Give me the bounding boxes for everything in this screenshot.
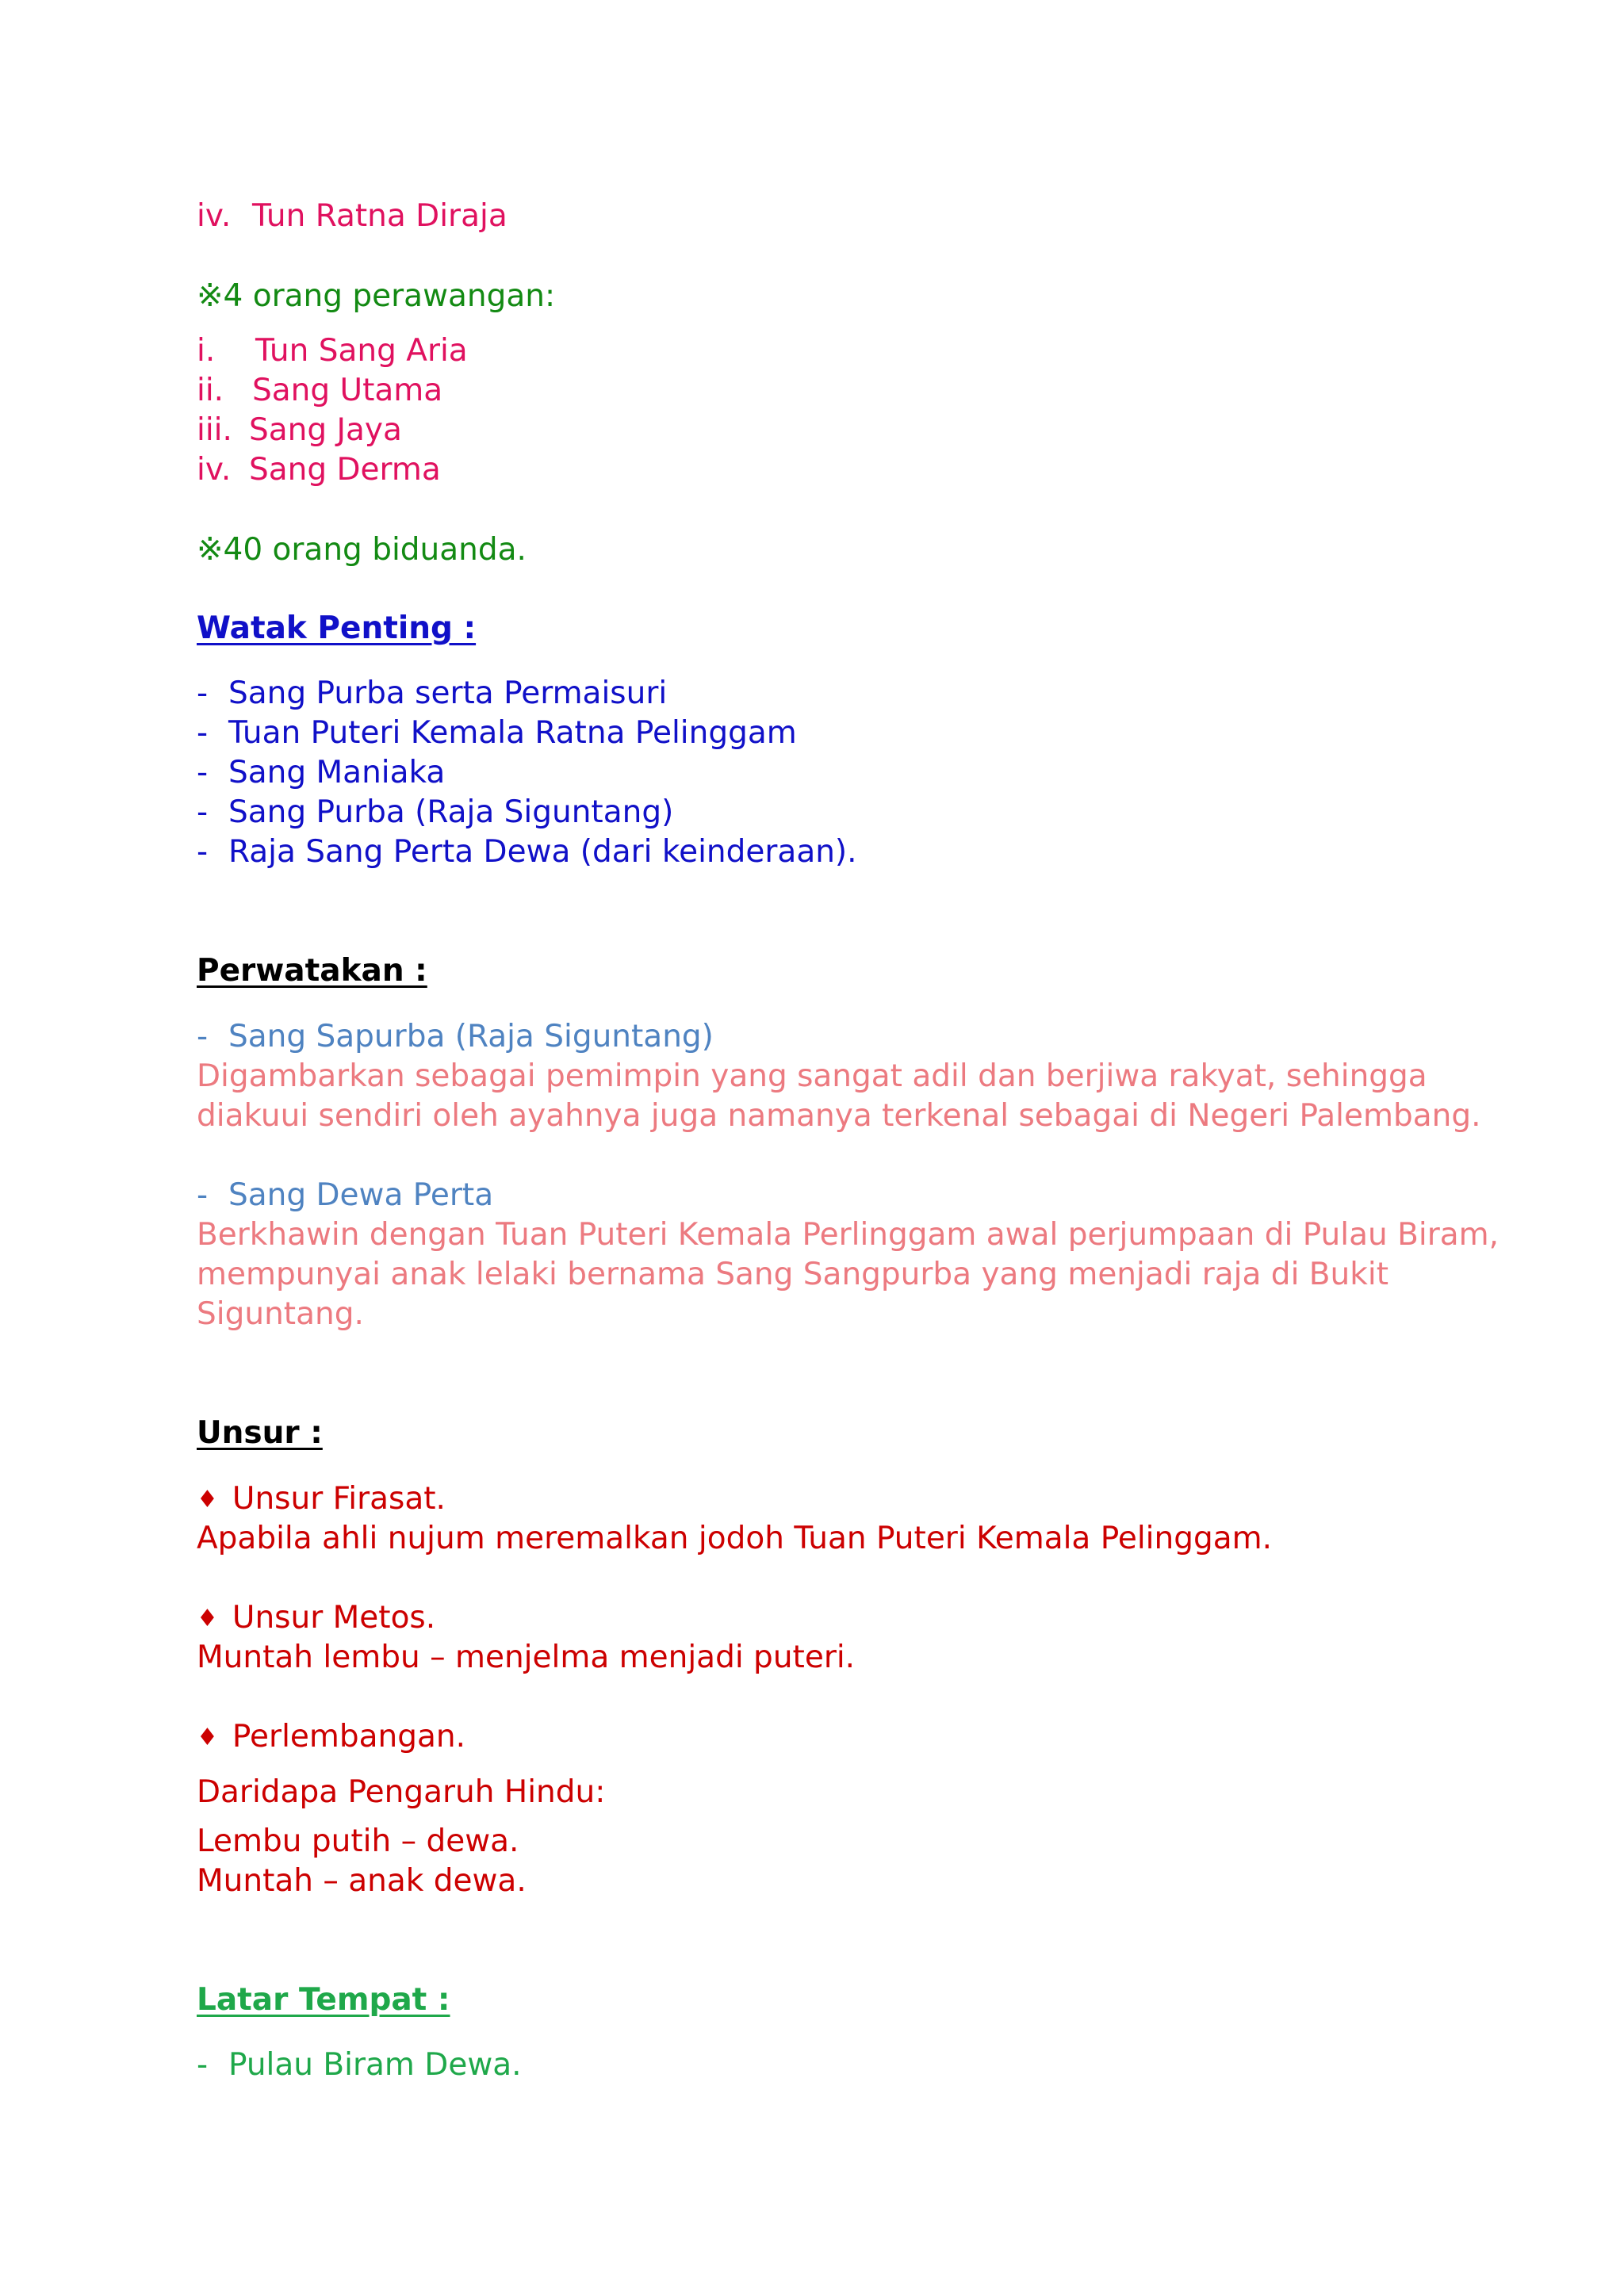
unsur-heading: Unsur : — [197, 1415, 323, 1451]
character-name — [197, 1176, 493, 1215]
character-description: Digambarkan sebagai pemimpin yang sangat adil dan berjiwa rakyat, sehingga — [197, 1058, 1427, 1094]
diamond-bullet-icon: ♦ — [197, 1486, 218, 1513]
character-name-text: Sang Sapurba (Raja Siguntang) — [228, 1019, 714, 1054]
dash-marker: - — [197, 794, 209, 830]
list-item-text: Tuan Puteri Kemala Ratna Pelinggam — [228, 715, 797, 751]
unsur-title-text: Unsur Metos. — [232, 1600, 436, 1636]
list-item-text: Sang Derma — [249, 452, 441, 488]
character-name — [197, 1017, 714, 1057]
character-description: diakuui sendiri oleh ayahnya juga namanya terkenal sebagai di Negeri Palembang. — [197, 1098, 1481, 1134]
unsur-item-title — [197, 1717, 465, 1758]
dash-marker: - — [197, 755, 209, 790]
diamond-bullet-icon: ♦ — [197, 1605, 218, 1632]
list-marker: iv. — [197, 198, 232, 234]
list-marker: ii. — [197, 373, 224, 408]
list-item-text: Tun Ratna Diraja — [252, 198, 508, 234]
list-item — [197, 674, 667, 714]
character-description: Siguntang. — [197, 1296, 364, 1332]
list-item — [197, 793, 673, 832]
hindu-line: Muntah – anak dewa. — [197, 1863, 527, 1899]
list-item — [197, 450, 441, 490]
biduanda-label: 40 orang biduanda. — [223, 532, 527, 568]
list-item — [197, 2045, 522, 2085]
dash-marker: - — [197, 834, 209, 870]
biduanda-line — [197, 530, 527, 570]
list-item — [197, 197, 508, 236]
dash-marker: - — [197, 1019, 209, 1054]
dash-marker: - — [197, 1177, 209, 1213]
perwatakan-heading: Perwatakan : — [197, 953, 427, 989]
list-item-text: Sang Purba (Raja Siguntang) — [228, 794, 674, 830]
list-item-text: Raja Sang Perta Dewa (dari keinderaan). — [228, 834, 857, 870]
dash-marker: - — [197, 675, 209, 711]
reference-mark-icon: ※ — [197, 277, 224, 314]
diamond-bullet-icon: ♦ — [197, 1724, 218, 1751]
perawangan-label: 4 orang perawangan: — [223, 278, 556, 314]
list-marker: iv. — [197, 452, 232, 488]
unsur-item-title — [197, 1479, 446, 1520]
character-name-text: Sang Dewa Perta — [228, 1177, 494, 1213]
list-item — [197, 331, 468, 371]
unsur-item-line: Apabila ahli nujum meremalkan jodoh Tuan Puteri Kemala Pelinggam. — [197, 1521, 1273, 1556]
dash-marker: - — [197, 2047, 209, 2083]
character-description: mempunyai anak lelaki bernama Sang Sangpurba yang menjadi raja di Bukit — [197, 1257, 1388, 1292]
list-item-text: Pulau Biram Dewa. — [228, 2047, 522, 2083]
reference-mark-icon: ※ — [197, 531, 224, 568]
list-item — [197, 371, 442, 411]
list-item — [197, 411, 402, 450]
latar-heading: Latar Tempat : — [197, 1982, 450, 2018]
list-item — [197, 832, 857, 872]
list-item-text: Tun Sang Aria — [255, 333, 468, 369]
list-item-text: Sang Jaya — [249, 412, 402, 448]
unsur-item-title — [197, 1598, 435, 1639]
hindu-line: Lembu putih – dewa. — [197, 1823, 519, 1859]
unsur-title-text: Perlembangan. — [232, 1719, 466, 1755]
watak-heading: Watak Penting : — [197, 610, 477, 646]
list-item — [197, 714, 797, 753]
list-marker: i. — [197, 333, 216, 369]
list-item-text: Sang Maniaka — [228, 755, 446, 790]
unsur-item-line: Muntah lembu – menjelma menjadi puteri. — [197, 1640, 856, 1675]
character-description: Berkhawin dengan Tuan Puteri Kemala Perlinggam awal perjumpaan di Pulau Biram, — [197, 1217, 1500, 1253]
list-item — [197, 753, 445, 793]
list-item-text: Sang Purba serta Permaisuri — [228, 675, 668, 711]
unsur-title-text: Unsur Firasat. — [232, 1481, 446, 1517]
hindu-label: Daridapa Pengaruh Hindu: — [197, 1774, 606, 1810]
list-marker: iii. — [197, 412, 232, 448]
perawangan-label-line — [197, 276, 555, 316]
dash-marker: - — [197, 715, 209, 751]
list-item-text: Sang Utama — [252, 373, 443, 408]
